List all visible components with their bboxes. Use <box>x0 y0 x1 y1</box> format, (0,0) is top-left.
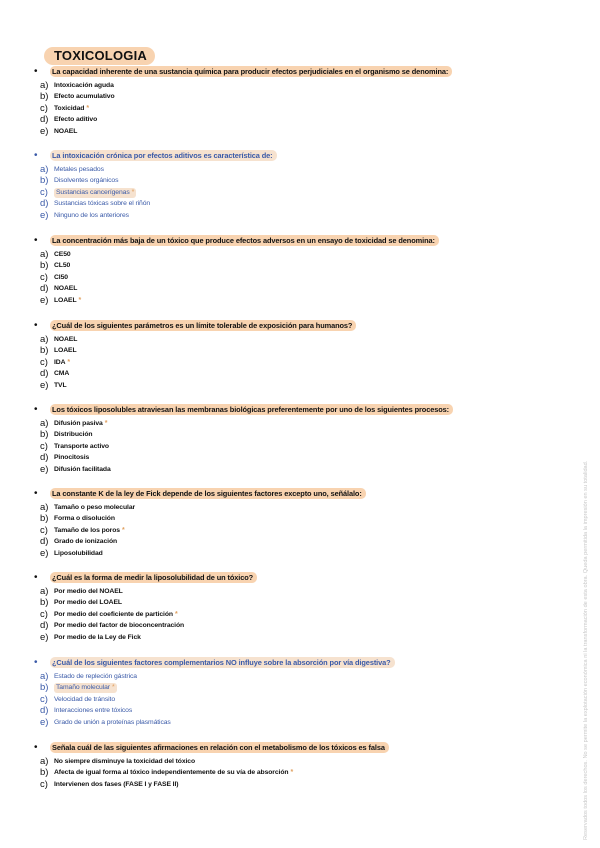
page-title: TOXICOLOGIA <box>44 47 155 65</box>
option-c: c) Tamaño de los poros * <box>40 524 125 536</box>
option-d: d) Sustancias tóxicas sobre el riñón <box>40 198 151 210</box>
question-text: Señala cuál de las siguientes afirmaciones en relación con el metabolismo de los tóxicos es falsa <box>50 742 389 753</box>
question-2 <box>30 150 565 221</box>
option-a: a) Tamaño o peso molecular <box>40 502 136 513</box>
option-e: e) NOAEL <box>40 125 78 137</box>
option-a: a) Por medio del NOAEL <box>40 586 123 597</box>
option-d: d) Pinocitosis <box>40 452 90 464</box>
option-b: b) Tamaño molecular * <box>40 682 115 694</box>
question-text: Los tóxicos liposolubles atraviesan las membranas biológicas preferentemente por uno de los siguientes procesos: <box>50 404 453 415</box>
option-a: a) Intoxicación aguda <box>40 80 114 91</box>
option-b: b) Distribución <box>40 429 93 441</box>
option-b: b) Disolventes orgánicos <box>40 175 119 187</box>
option-a: a) CE50 <box>40 249 71 260</box>
bullet-icon: • <box>34 404 38 415</box>
option-d: d) CMA <box>40 368 70 380</box>
question-3 <box>30 235 565 306</box>
option-c: c) Intervienen dos fases (FASE I y FASE II) <box>40 778 179 790</box>
option-a: a) Estado de repleción gástrica <box>40 671 137 682</box>
option-e: e) Ninguno de los anteriores <box>40 209 129 221</box>
question-7 <box>30 572 565 643</box>
option-d: d) Por medio del factor de bioconcentración <box>40 620 185 632</box>
option-c: c) IDA * <box>40 356 71 368</box>
bullet-icon: • <box>34 572 38 583</box>
option-b: b) CL50 <box>40 260 71 272</box>
option-d: d) NOAEL <box>40 283 78 295</box>
bullet-icon: • <box>34 488 38 499</box>
bullet-icon: • <box>34 66 38 77</box>
question-text: La intoxicación crónica por efectos aditivos es característica de: <box>50 150 277 161</box>
option-e: e) LOAEL * <box>40 294 82 306</box>
question-text: La capacidad inherente de una sustancia química para producir efectos perjudiciales en el organismo se denomina: <box>50 66 452 77</box>
option-e: e) Liposolubilidad <box>40 547 103 559</box>
bullet-icon: • <box>34 742 38 753</box>
option-b: b) Efecto acumulativo <box>40 91 115 103</box>
option-b: b) Afecta de igual forma al tóxico independientemente de su vía de absorción * <box>40 767 294 779</box>
option-e: e) TVL <box>40 379 67 391</box>
option-a: a) Difusión pasiva * <box>40 418 108 429</box>
option-c: c) Sustancias cancerígenas * <box>40 186 135 198</box>
option-c: c) CI50 <box>40 271 68 283</box>
option-c: c) Transporte activo <box>40 440 109 452</box>
question-text: ¿Cuál es la forma de medir la liposolubilidad de un tóxico? <box>50 572 257 583</box>
question-9 <box>30 742 565 790</box>
option-a: a) NOAEL <box>40 334 78 345</box>
option-e: e) Grado de unión a proteínas plasmáticas <box>40 716 171 728</box>
option-c: c) Velocidad de tránsito <box>40 693 116 705</box>
question-5 <box>30 404 565 475</box>
question-text: La concentración más baja de un tóxico que produce efectos adversos en un ensayo de toxicidad se denomina: <box>50 235 439 246</box>
option-e: e) Por medio de la Ley de Fick <box>40 631 141 643</box>
question-1 <box>30 66 565 137</box>
question-text: ¿Cuál de los siguientes factores complementarios NO influye sobre la absorción por vía digestiva? <box>50 657 395 668</box>
option-d: d) Efecto aditivo <box>40 114 98 126</box>
option-a: a) Metales pesados <box>40 164 104 175</box>
bullet-icon: • <box>34 150 38 161</box>
question-6 <box>30 488 565 559</box>
question-4 <box>30 320 565 391</box>
option-b: b) Forma o disolución <box>40 513 115 525</box>
option-d: d) Interacciones entre tóxicos <box>40 705 133 717</box>
question-8 <box>30 657 565 728</box>
option-b: b) LOAEL <box>40 345 77 357</box>
option-b: b) Por medio del LOAEL <box>40 597 122 609</box>
bullet-icon: • <box>34 657 38 668</box>
bullet-icon: • <box>34 320 38 331</box>
copyright-watermark: Reservados todos los derechos. No se permite la explotación económica ni la transformación de esta obra. Queda permitida la impresión en su totalidad. <box>583 460 589 840</box>
bullet-icon: • <box>34 235 38 246</box>
question-text: La constante K de la ley de Fick depende de los siguientes factores excepto uno, señálalo: <box>50 488 366 499</box>
question-text: ¿Cuál de los siguientes parámetros es un límite tolerable de exposición para humanos? <box>50 320 356 331</box>
option-c: c) Por medio del coeficiente de partición * <box>40 608 178 620</box>
option-a: a) No siempre disminuye la toxicidad del tóxico <box>40 756 196 767</box>
option-c: c) Toxicidad * <box>40 102 89 114</box>
option-d: d) Grado de ionización <box>40 536 118 548</box>
option-e: e) Difusión facilitada <box>40 463 111 475</box>
